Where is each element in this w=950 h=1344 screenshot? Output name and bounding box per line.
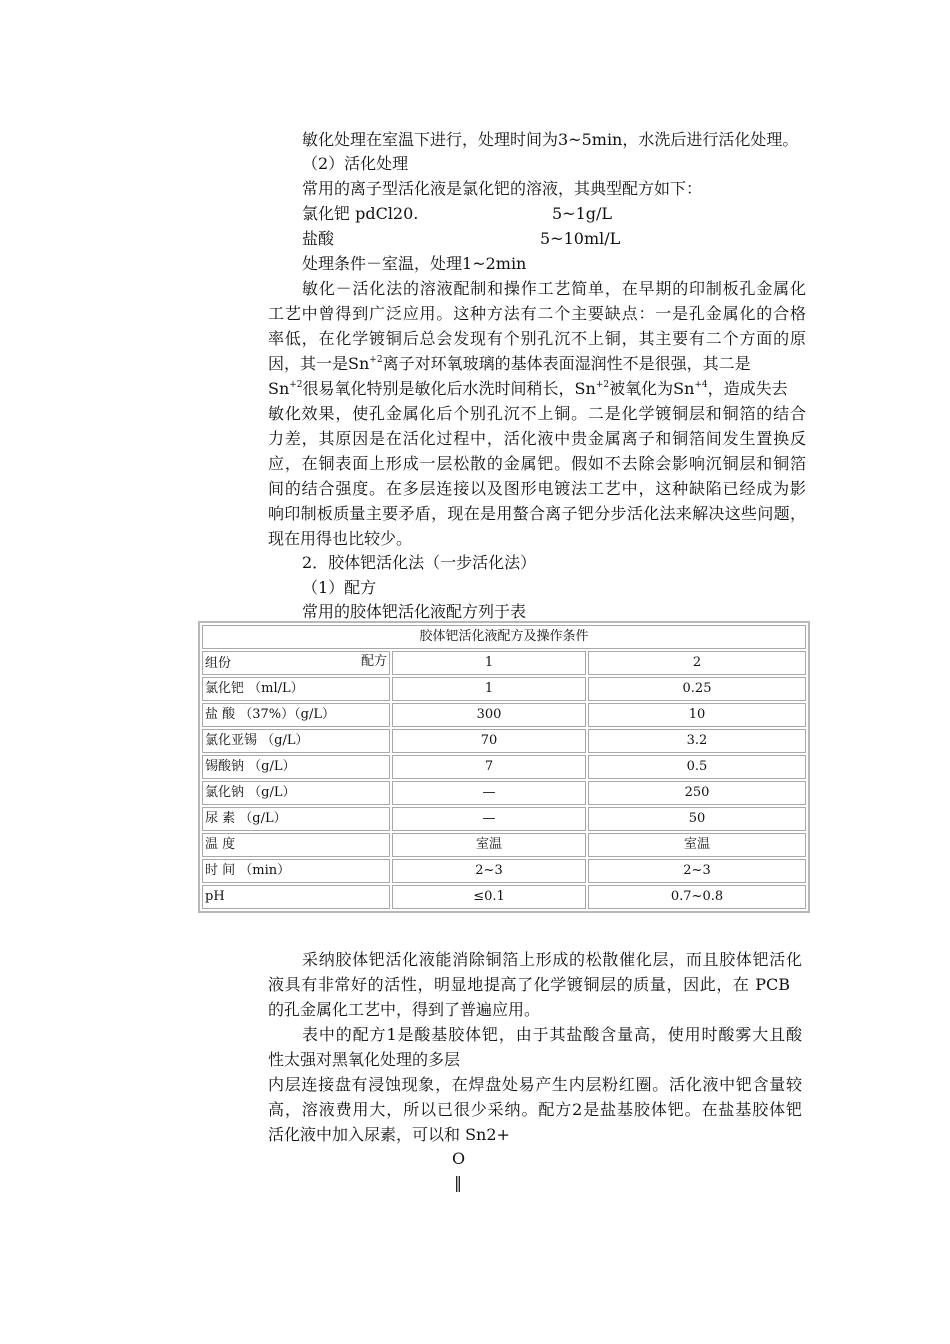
recipe-table [198,621,810,913]
table-row [202,729,806,753]
table-row [202,833,806,857]
cell-value: 3.2 [588,729,806,753]
table-row [202,807,806,831]
row-label: 锡酸钠 （g/L） [202,755,390,779]
recipe-condition: 处理条件－室温，处理1~2min [302,254,527,273]
paragraph-line [268,351,751,376]
text-line: 敏化处理在室温下进行，处理时间为3~5min，水洗后进行活化处理。 [302,130,799,149]
superscript: +4 [694,380,708,390]
paragraph-line: 现在用得也比较少。 [268,529,413,548]
superscript: +2 [289,380,303,390]
cell-value: 室温 [588,833,806,857]
row-label: 盐 酸 （37%）（g/L） [202,703,390,727]
subheading-activation: （2）活化处理 [302,154,409,173]
cell-value: — [392,807,586,831]
table-row [202,703,806,727]
section-title: 2．胶体钯活化法（一步活化法） [302,553,537,572]
table-row [202,781,806,805]
cell-value: 0.25 [588,677,806,701]
text-span: 很易氧化特别是敏化后水洗时间稍长，Sn [302,379,596,398]
cell-value: 10 [588,703,806,727]
header-formula-label: 配方 [360,654,387,669]
table-row [202,677,806,701]
table-row [202,755,806,779]
table-caption: 胶体钯活化液配方及操作条件 [202,625,806,649]
table-intro: 常用的胶体钯活化液配方列于表 [302,602,527,621]
paragraph-line: 性太强对黑氧化处理的多层 [268,1050,461,1069]
table-header-col1: 1 [392,651,586,675]
superscript: +2 [595,380,610,390]
recipe-item-name: 氯化钯 pdCl20. [302,204,419,223]
table-row [202,859,806,883]
header-component-label: 组份 [205,656,232,671]
formula-oxygen: O [452,1149,466,1168]
paragraph-line: 采纳胶体钯活化液能消除铜箔上形成的松散催化层，而且胶体钯活化 [302,950,802,969]
row-label: 时 间 （min） [202,859,390,883]
paragraph-line: 高，溶液费用大，所以已很少采纳。配方2是盐基胶体钯。在盐基胶体钯 [268,1100,802,1119]
cell-value: 2~3 [392,859,586,883]
row-label: 氯化亚锡 （g/L） [202,729,390,753]
text-span: 被氧化为Sn [609,379,695,398]
cell-value: 7 [392,755,586,779]
row-label: 温 度 [202,833,390,857]
paragraph-line: 敏化－活化法的溶液配制和操作工艺简单，在早期的印制板孔金属化 [302,279,806,298]
cell-value: — [392,781,586,805]
paragraph-line: 工艺中曾得到广泛应用。这种方法有二个主要缺点：一是孔金属化的合格 [268,304,806,323]
cell-value: 2~3 [588,859,806,883]
paragraph-line: 的孔金属化工艺中，得到了普遍应用。 [268,1000,541,1019]
text-line: 常用的离子型活化液是氯化钯的溶液，其典型配方如下： [302,179,703,198]
row-label: 氯化钠 （g/L） [202,781,390,805]
superscript: +2 [369,355,383,365]
paragraph-line [268,376,788,401]
table-header-col2: 2 [588,651,806,675]
cell-value: 0.7~0.8 [588,885,806,909]
row-label: 氯化钯 （ml/L） [202,677,390,701]
paragraph-line: 敏化效果，使孔金属化后个别孔沉不上铜。二是化学镀铜层和铜箔的结合 [268,404,806,423]
recipe-item-value: 5~10ml/L [540,229,621,248]
paragraph-line: 液具有非常好的活性，明显地提高了化学镀铜层的质量，因此，在 PCB [268,975,790,994]
cell-value: 250 [588,781,806,805]
cell-value: 300 [392,703,586,727]
table-diagonal-header [202,651,390,675]
text-span: 离子对环氧玻璃的基体表面湿润性不是很强，其二是 [382,354,751,373]
paragraph-line: 应，在铜表面上形成一层松散的金属钯。假如不去除会影响沉铜层和铜箔 [268,454,806,473]
paragraph-line: 表中的配方1是酸基胶体钯，由于其盐酸含量高，使用时酸雾大且酸 [302,1025,802,1044]
cell-value: 1 [392,677,586,701]
cell-value: 0.5 [588,755,806,779]
recipe-item-name: 盐酸 [302,229,335,248]
paragraph-line: 活化液中加入尿素，可以和 Sn2+ [268,1125,510,1144]
text-span: 因，其一是Sn [268,354,370,373]
row-label: 尿 素 （g/L） [202,807,390,831]
paragraph-line: 内层连接盘有浸蚀现象，在焊盘处易产生内层粉红圈。活化液中钯含量较 [268,1075,802,1094]
paragraph-line: 率低，在化学镀铜后总会发现有个别孔沉不上铜，其主要有二个方面的原 [268,329,806,348]
subheading-formula: （1）配方 [302,578,377,597]
cell-value: 室温 [392,833,586,857]
paragraph-line: 响印制板质量主要矛盾，现在是用螯合离子钯分步活化法来解决这些问题， [268,504,806,523]
text-span: ，造成失去 [707,379,788,398]
paragraph-line: 力差，其原因是在活化过程中，活化液中贵金属离子和铜箔间发生置换反 [268,429,806,448]
table-row [202,885,806,909]
paragraph-line: 间的结合强度。在多层连接以及图形电镀法工艺中，这种缺陷已经成为影 [268,479,806,498]
text-span: Sn [268,379,290,398]
recipe-item-value: 5~1g/L [552,204,613,223]
cell-value: 70 [392,729,586,753]
cell-value: 50 [588,807,806,831]
row-label: pH [202,885,390,909]
formula-double-bond: ‖ [454,1173,462,1192]
cell-value: ≤0.1 [392,885,586,909]
